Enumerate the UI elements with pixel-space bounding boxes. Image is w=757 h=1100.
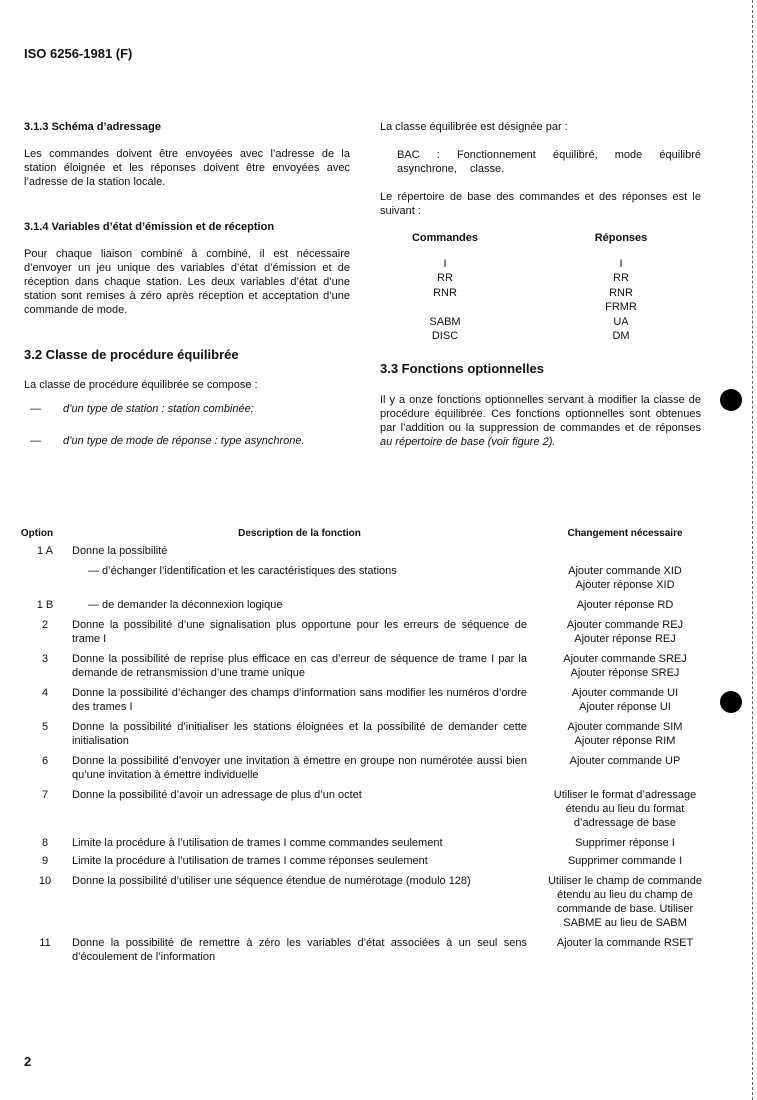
list-item: — d’un type de mode de réponse : type asynchrone. bbox=[30, 435, 305, 447]
repertoire-item: SABM bbox=[429, 315, 461, 328]
required-change: Supprimer réponse I bbox=[575, 837, 675, 849]
option-number: 4 bbox=[41, 687, 49, 699]
repertoire-item: FRMR bbox=[605, 301, 637, 314]
section-3-2-title: 3.2 Classe de procédure équilibrée bbox=[24, 347, 239, 362]
function-description: Limite la procédure à l’utilisation de trames I comme commandes seulement bbox=[72, 837, 443, 849]
repertoire-item bbox=[375, 300, 515, 314]
section-3-3-title: 3.3 Fonctions optionnelles bbox=[380, 361, 544, 376]
repertoire-item: RNR bbox=[609, 286, 633, 299]
margin-bullet-icon bbox=[720, 389, 742, 411]
required-change: Utiliser le champ de commande étendu au lieu du champ de commande de base. Utiliser SABME au lieu de SABM bbox=[547, 875, 703, 929]
repertoire-item: DM bbox=[612, 329, 630, 342]
section-3-3-text: Il y a onze fonctions optionnelles servant à modifier la classe de procédure équilibrée. Ces fonctions optionnelles sont obtenues par l’addition ou la suppression de commandes et de réponses au répertoire de base (voir figure 2). bbox=[380, 394, 701, 448]
function-description: — d’échanger l’identification et les caractéristiques des stations bbox=[88, 565, 397, 577]
section-3-1-3-title: 3.1.3 Schéma d’adressage bbox=[24, 121, 161, 133]
repertoire-item: UA bbox=[613, 315, 629, 328]
repertoire-item: DISC bbox=[431, 329, 459, 342]
required-change: Ajouter commande SIM Ajouter réponse RIM bbox=[567, 721, 683, 747]
option-number: 6 bbox=[41, 755, 49, 767]
required-change: Supprimer commande I bbox=[567, 855, 683, 867]
option-number: 1 A bbox=[37, 545, 53, 557]
repertoire-item: RNR bbox=[433, 286, 457, 299]
section-3-1-4-text: Pour chaque liaison combiné à combiné, il est nécessaire d’envoyer un jeu unique des variables d’état d’émission et de réception dans chaque station. Les deux variables d’état d’une station sont remises à zéro après réception et acceptation d’une commande de mode. bbox=[24, 248, 350, 316]
function-description: Donne la possibilité d’une signalisation plus opportune pour les erreurs de séquence de trame I bbox=[72, 619, 527, 645]
list-item: — d’un type de station : station combinée; bbox=[30, 403, 254, 415]
option-number: 1 B bbox=[36, 599, 54, 611]
required-change: Ajouter commande REJ Ajouter réponse REJ bbox=[566, 619, 684, 645]
page-edge-line bbox=[752, 0, 753, 1100]
required-change: Ajouter commande XID Ajouter réponse XID bbox=[568, 565, 682, 591]
option-number: 9 bbox=[41, 855, 49, 867]
repertoire-item: RR bbox=[437, 272, 453, 285]
function-description: Donne la possibilité d’utiliser une séquence étendue de numérotage (modulo 128) bbox=[72, 875, 471, 887]
option-number: 8 bbox=[41, 837, 49, 849]
section-3-1-3-text: Les commandes doivent être envoyées avec l’adresse de la station éloignée et les réponses doivent être envoyées avec l’adresse de la station locale. bbox=[24, 148, 350, 188]
required-change: Utiliser le format d’adressage étendu au lieu du format d’adressage de base bbox=[553, 789, 697, 829]
dash: — bbox=[30, 435, 41, 447]
dash: — bbox=[30, 403, 41, 415]
repertoire-item: RR bbox=[613, 272, 629, 285]
section-3-2-text: La classe de procédure équilibrée se compose : bbox=[24, 379, 258, 391]
option-number: 3 bbox=[41, 653, 49, 665]
required-change: Ajouter commande SREJ Ajouter réponse SREJ bbox=[563, 653, 687, 679]
repertoire-item: I bbox=[619, 258, 623, 270]
option-number: 11 bbox=[39, 937, 51, 949]
required-change: Ajouter commande UP bbox=[569, 755, 681, 767]
function-description: Limite la procédure à l’utilisation de trames I comme réponses seulement bbox=[72, 855, 428, 867]
required-change: Ajouter commande UI Ajouter réponse UI bbox=[571, 687, 679, 713]
required-change: Ajouter la commande RSET bbox=[556, 937, 694, 949]
document-header: ISO 6256-1981 (F) bbox=[24, 46, 133, 61]
page-number: 2 bbox=[24, 1054, 32, 1069]
function-description: — de demander la déconnexion logique bbox=[88, 599, 283, 611]
function-description: Donne la possibilité d’envoyer une invitation à émettre en groupe non numérotée aussi bien qu’une invitation à émettre individuelle bbox=[72, 755, 527, 781]
function-description: Donne la possibilité de reprise plus efficace en cas d’erreur de séquence de trame I par la demande de retransmission d’une trame unique bbox=[72, 653, 527, 679]
required-change: Ajouter réponse RD bbox=[576, 599, 674, 611]
reponses-column: Réponses I RR RNR FRMR UA DM bbox=[551, 231, 691, 343]
option-number: 7 bbox=[41, 789, 49, 801]
commandes-column: Commandes I RR RNR SABM DISC bbox=[375, 231, 515, 343]
function-description: Donne la possibilité d’échanger des champs d’information sans modifier les numéros d’ordre des trames I bbox=[72, 687, 527, 713]
class-intro: La classe équilibrée est désignée par : bbox=[380, 121, 568, 133]
option-number: 5 bbox=[41, 721, 49, 733]
function-description: Donne la possibilité d’initialiser les stations éloignées et la possibilité de demander cette initialisation bbox=[72, 721, 527, 747]
repertoire-text: Le répertoire de base des commandes et des réponses est le suivant : bbox=[380, 191, 701, 217]
option-number: 10 bbox=[38, 875, 52, 887]
repertoire-item: I bbox=[443, 258, 447, 270]
margin-bullet-icon bbox=[720, 691, 742, 713]
function-description: Donne la possibilité de remettre à zéro les variables d’état associées à un seul sens d’écoulement de l’information bbox=[72, 937, 527, 963]
section-3-1-4-title: 3.1.4 Variables d’état d’émission et de réception bbox=[24, 221, 275, 233]
function-description: Donne la possibilité d’avoir un adressage de plus d’un octet bbox=[72, 789, 362, 801]
option-number: 2 bbox=[41, 619, 49, 631]
function-description: Donne la possibilité bbox=[72, 545, 168, 557]
bac-definition: BAC : Fonctionnement équilibré, mode équilibré asynchrone, classe. bbox=[397, 149, 701, 175]
